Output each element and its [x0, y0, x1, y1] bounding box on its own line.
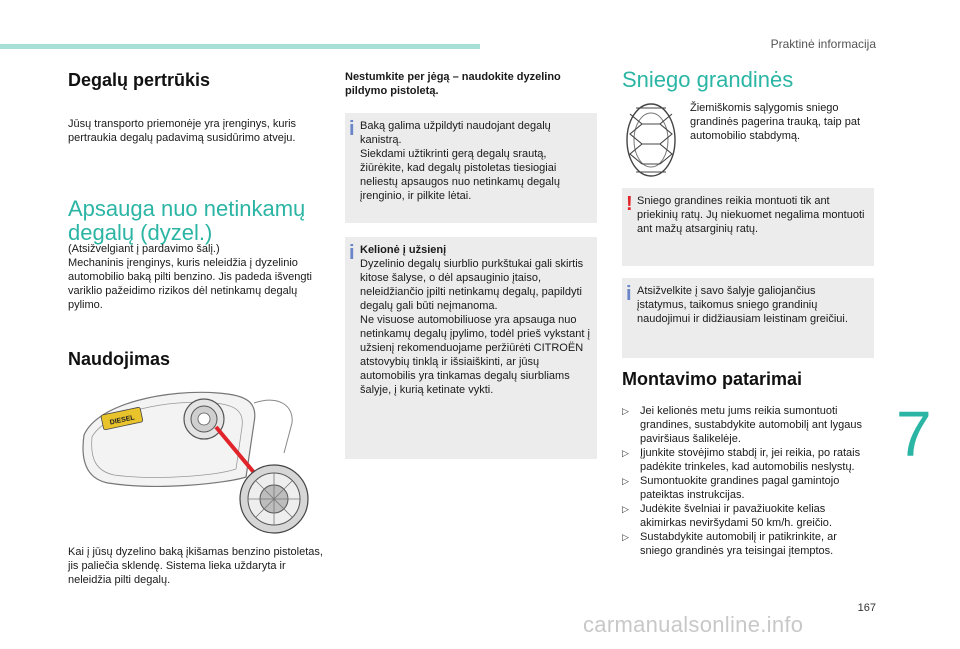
- bullet-arrow-icon: ▷: [622, 504, 629, 514]
- warning-exclamation-icon: !: [626, 193, 633, 215]
- list-item-text: Sustabdykite automobilį ir patikrinkite, ar sniego grandinės yra teisingai įtemptos.: [640, 531, 837, 557]
- list-item-text: Įjunkite stovėjimo stabdį ir, jei reikia, po ratais padėkite trinkeles, kad automobilis neslystų.: [640, 447, 861, 473]
- bullet-arrow-icon: ▷: [622, 406, 629, 416]
- header-accent-bar: [0, 44, 480, 49]
- section-title-fitting-advice: Montavimo patarimai: [622, 369, 803, 389]
- info-icon: i: [626, 283, 632, 305]
- bullet-arrow-icon: ▷: [622, 448, 629, 458]
- page-number: 167: [857, 602, 876, 614]
- force-warning-text: Nestumkite per jėgą – naudokite dyzelino pildymo pistoletą.: [345, 71, 561, 97]
- info-box-legislation: [622, 278, 874, 358]
- info-box-abroad: [345, 237, 597, 459]
- list-item: [622, 530, 872, 558]
- info-icon: i: [349, 118, 355, 140]
- info-box-abroad-text: Dyzelinio degalų siurblio purkštukai gali skirtis kitose šalyse, o dėl apsauginio įtaiso, neleidžiančio įpilti netinkamų degalų, papildyti degalų gali būti neįmanoma. Ne visuose automobiliuose yra apsauga nuo netinkamų degalų įpylimo, todėl prieš vykstant į užsienį rekomenduojame peržiūrėti CITROËN atstovybių tinklą ir išsiaiškinti, ar jūsų automobilis yra tinkamas degalų siurbliams šalyje, į kurią ketinate vykti.: [360, 258, 590, 396]
- fuel-cutoff-text: Jūsų transporto priemonėje yra įrenginys, kuris pertraukia degalų padavimą susidūrimo atveju.: [68, 118, 297, 144]
- snow-chains-intro-text: Žiemiškomis sąlygomis sniego grandinės pagerina trauką, taip pat automobilio stabdymą.: [690, 102, 861, 142]
- fitting-advice-list: [622, 404, 872, 558]
- section-title-misfuel-protection: Apsauga nuo netinkamų degalų (dyzel.): [68, 196, 306, 245]
- diesel-label: DIESEL: [109, 414, 136, 427]
- watermark: carmanualsonline.info: [583, 612, 804, 637]
- list-item-text: Jei kelionės metu jums reikia sumontuoti grandines, sustabdykite automobilį ant lygaus paviršiaus šalikelėje.: [640, 405, 862, 445]
- info-box-abroad-title: Kelionė į užsienį: [360, 244, 447, 256]
- list-item: [622, 474, 872, 502]
- misfuel-protection-text: (Atsižvelgiant į pardavimo šalį.) Mechaninis įrenginys, kuris neleidžia į dyzelinio automobilio baką pilti benzino. Jis padeda išvengti variklio pažeidimo rizikos dėl netinkamų degalų pylimo.: [68, 243, 312, 311]
- bullet-arrow-icon: ▷: [622, 532, 629, 542]
- info-box-abroad-content: [360, 243, 591, 397]
- bullet-arrow-icon: ▷: [622, 476, 629, 486]
- usage-text: Kai į jūsų dyzelino baką įkišamas benzino pistoletas, jis paliečia sklendę. Sistema lieka uždaryta ir neleidžia pilti degalų.: [68, 546, 323, 586]
- list-item: [622, 404, 872, 446]
- warning-box-text: Sniego grandines reikia montuoti tik ant priekinių ratų. Jų niekuomet negalima montuoti ant mažų atsarginių ratų.: [637, 195, 865, 235]
- section-title-usage: Naudojimas: [68, 349, 171, 369]
- list-item: [622, 446, 872, 474]
- list-item: [622, 502, 872, 530]
- info-icon: i: [349, 242, 355, 264]
- running-head: Praktinė informacija: [770, 37, 876, 51]
- warning-box-front-wheels: [622, 188, 874, 266]
- chapter-number: 7: [896, 398, 932, 470]
- section-title-snow-chains: Sniego grandinės: [622, 67, 794, 92]
- info-box-legislation-text: Atsižvelkite į savo šalyje galiojančius įstatymus, taikomus sniego grandinių naudojimui ir didžiausiam leistinam greičiui.: [637, 285, 848, 325]
- section-title-fuel-cutoff: Degalų pertrūkis: [68, 70, 211, 90]
- snow-chain-illustration: [622, 100, 680, 180]
- info-box-canister-text: Baką galima užpildyti naudojant degalų kanistrą. Siekdami užtikrinti gerą degalų srautą, žiūrėkite, kad degalų pistoletas tiesiogiai neliestų apsaugos nuo netinkamų degalų įrenginio, ir pilkite lėtai.: [360, 120, 560, 202]
- list-item-text: Sumontuokite grandines pagal gamintojo pateiktas instrukcijas.: [640, 475, 840, 501]
- fuel-flap-illustration: [78, 383, 328, 535]
- info-box-canister: [345, 113, 597, 223]
- list-item-text: Judėkite švelniai ir pavažiuokite kelias akimirkas neviršydami 50 km/h. greičio.: [640, 503, 832, 529]
